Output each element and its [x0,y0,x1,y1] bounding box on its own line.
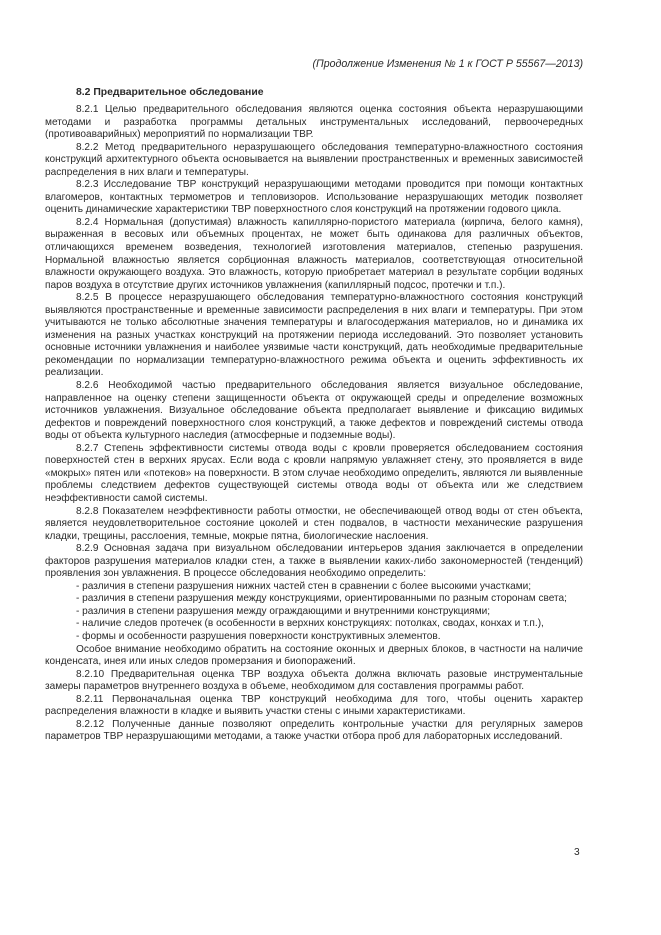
list-item: - различия в степени разрушения между конструкциями, ориентированными по разным сторонам света; [76,593,567,605]
list-item: - наличие следов протечек (в особенности в верхних конструкциях: потолках, сводах, конхах и т.п.), [76,618,544,630]
paragraph-8-2-4: 8.2.4 Нормальная (допустимая) влажность капиллярно-пористого материала (кирпича, белого камня), выраженная в весовых или объемных процентах, не может быть одинакова для различных объектов, отличающихся временем возведения, технологией изготовления материалов, степенью разрушения. Нормальной влажностью является сорбционная влажность материалов, соответствующая относительной влажности окружающего воздуха. Это влажность, которую приобретает материал в результате сорбции водяных паров воздуха в отсутствие других источников увлажнения (капиллярный подсос, протечки и т.п.). [45,216,583,291]
paragraph-special-attention: Особое внимание необходимо обратить на состояние оконных и дверных блоков, в частности на наличие конденсата, инея или иных следов промерзания и биопоражений. [45,643,583,668]
paragraph-8-2-3: 8.2.3 Исследование ТВР конструкций неразрушающими методами проводится при помощи контактных влагомеров, контактных термометров и тепловизоров. Использование неразрушающих методик позволяет оценить динамические характеристики ТВР поверхностного слоя конструкций на протяжении годового цикла. [45,179,583,216]
section-heading: 8.2 Предварительное обследование [76,87,264,98]
paragraph-8-2-9: 8.2.9 Основная задача при визуальном обследовании интерьеров здания заключается в определении факторов разрушения материалов кладки стен, а также в выявлении каких-либо закономерностей (тенденций) проявления зон увлажнения. В процессе обследования необходимо определить: [45,543,583,580]
list-item: - формы и особенности разрушения поверхности конструктивных элементов. [76,630,441,642]
paragraph-8-2-7: 8.2.7 Степень эффективности системы отвода воды с кровли проверяется обследованием состояния поверхностей стен в верхних ярусах. Если вода с кровли напрямую увлажняет стену, это проявляется в виде «мокрых» пятен или «потеков» на поверхности. В этом случае необходимо определить, являются ли выявленные проблемы следствием дефектов существующей системы отвода воды от объекта или же следствием неэффективности самой системы. [45,442,583,504]
list-item: - различия в степени разрушения нижних частей стен в сравнении с более высокими участками; [76,580,532,592]
running-header: (Продолжение Изменения № 1 к ГОСТ Р 55567—2013) [312,58,583,70]
paragraph-8-2-11: 8.2.11 Первоначальная оценка ТВР конструкций необходима для того, чтобы оценить характер распределения влажности в кладке и выявить участки стены с иными характеристиками. [45,693,583,718]
page-number: 3 [574,847,580,858]
list-item: - различия в степени разрушения между ограждающими и внутренними конструкциями; [76,605,491,617]
paragraph-8-2-8: 8.2.8 Показателем неэффективности работы отмостки, не обеспечивающей отвод воды от стен объекта, является неудовлетворительное состояние цоколей и стен подвалов, в частности механические разрушения кладки, трещины, расслоения, темные, мокрые пятна, биологические наслоения. [45,505,583,542]
body-text [45,104,583,744]
paragraph-8-2-6: 8.2.6 Необходимой частью предварительного обследования является визуальное обследование, направленное на оценку степени защищенности объекта от окружающей среды и определение возможных источников увлажнения. Визуальное обследование объекта предполагает выявление и фиксацию видимых дефектов и повреждений поверхностного слоя конструкций, а также дефектов и повреждений системы отвода воды от объекта культурного наследия (атмосферные и подземные воды). [45,380,583,442]
paragraph-8-2-2: 8.2.2 Метод предварительного неразрушающего обследования температурно-влажностного состояния конструкций архитектурного объекта основывается на выявлении пространственных и временных зависимостей распределения в них влаги и температуры. [45,141,583,178]
paragraph-8-2-10: 8.2.10 Предварительная оценка ТВР воздуха объекта должна включать разовые инструментальные замеры параметров внутреннего воздуха в объеме, необходимом для составления программы работ. [45,668,583,693]
paragraph-8-2-1: 8.2.1 Целью предварительного обследования являются оценка состояния объекта неразрушающими методами и разработка программы детальных инструментальных исследований, первоочередных (противоаварийных) мероприятий по нормализации ТВР. [45,104,583,141]
paragraph-8-2-5: 8.2.5 В процессе неразрушающего обследования температурно-влажностного состояния конструкций выявляются пространственные и временные зависимости распределения в них влаги и температуры. При этом учитываются не только абсолютные значения температуры и влагосодержания материалов, но и динамика их изменения на разных участках конструкций на протяжении периода исследований. Это позволяет установить основные источники увлажнения и наиболее уязвимые части конструкций, дать необходимые предварительные рекомендации по нормализации температурно-влажностного режима объекта и оценить эффективность их реализации. [45,292,583,379]
paragraph-8-2-12: 8.2.12 Полученные данные позволяют определить контрольные участки для регулярных замеров параметров ТВР неразрушающими методами, а также участки отбора проб для лабораторных исследований. [45,718,583,743]
